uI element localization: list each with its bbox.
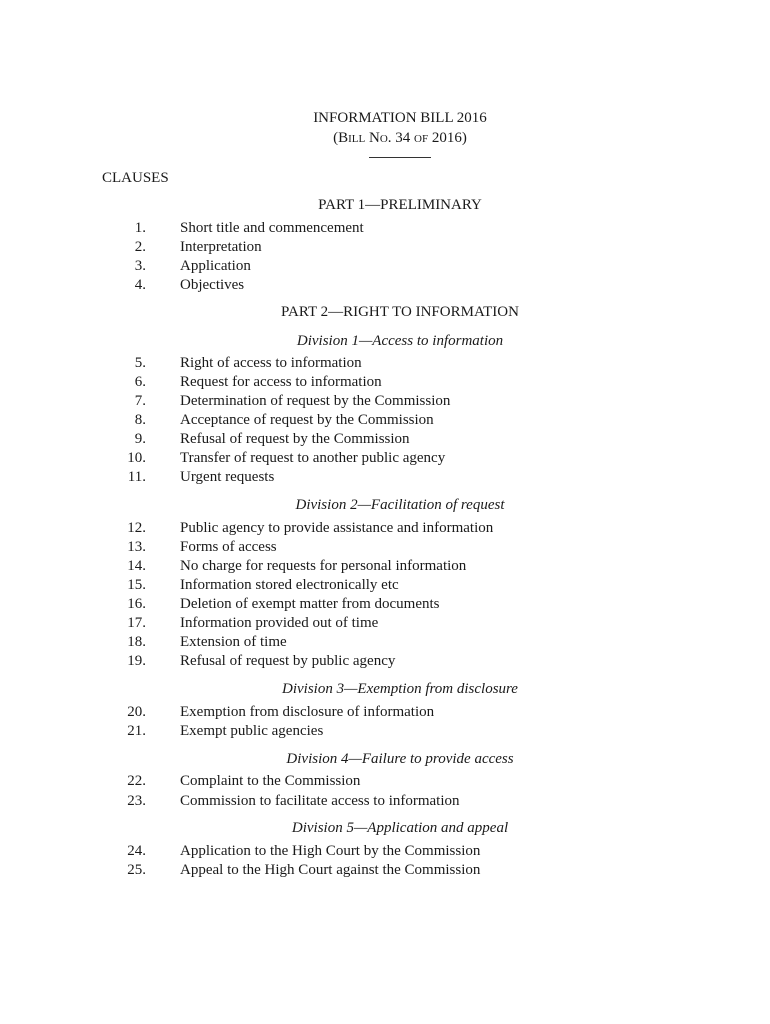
clause-number: 21. [127,723,146,739]
bill-number-label: Bill No. [338,130,392,146]
clause-number: 24. [127,843,146,859]
clause-title: Refusal of request by public agency [180,653,396,669]
division-5-heading: Division 5—Application and appeal [291,820,509,836]
part-1-heading: PART 1—PRELIMINARY [318,197,482,213]
clause-title: Forms of access [180,539,277,555]
clause-row [100,277,660,296]
clause-number: 18. [127,634,146,650]
clause-row [100,577,660,596]
clause-number: 14. [127,558,146,574]
clause-row [100,239,660,258]
clause-title: Transfer of request to another public agency [180,450,446,466]
clause-title: Short title and commencement [180,220,364,236]
clause-number: 5. [134,355,146,371]
clause-number: 8. [134,412,146,428]
part-2-heading: PART 2—RIGHT TO INFORMATION [281,304,519,320]
clause-number: 6. [134,374,146,390]
clause-number: 7. [134,393,146,409]
clause-number: 16. [127,596,146,612]
clause-row [100,793,660,812]
bill-title: INFORMATION BILL 2016 [313,110,487,126]
clause-number: 25. [127,862,146,878]
clause-row [100,431,660,450]
clause-title: Exempt public agencies [180,723,324,739]
clause-title: Information stored electronically etc [180,577,399,593]
clause-row [100,596,660,615]
clause-number: 3. [134,258,146,274]
bill-number [300,130,500,147]
clause-number: 10. [127,450,146,466]
clause-number: 17. [127,615,146,631]
clause-number: 20. [127,704,146,720]
clause-row [100,634,660,653]
title-divider [369,157,431,158]
clause-title: Extension of time [180,634,287,650]
clause-row [100,258,660,277]
clause-title: Refusal of request by the Commission [180,431,410,447]
clause-number: 12. [127,520,146,536]
clause-title: Commission to facilitate access to information [180,793,460,809]
clause-title: No charge for requests for personal information [180,558,467,574]
clause-title: Complaint to the Commission [180,773,361,789]
clause-row [100,393,660,412]
clause-row [100,773,660,792]
clause-number: 15. [127,577,146,593]
clause-title: Request for access to information [180,374,382,390]
clause-title: Right of access to information [180,355,362,371]
clause-title: Public agency to provide assistance and information [180,520,494,536]
division-4-heading: Division 4—Failure to provide access [286,751,514,767]
clause-title: Interpretation [180,239,262,255]
clause-number: 4. [134,277,146,293]
clause-number: 22. [127,773,146,789]
clause-row [100,862,660,881]
clause-title: Determination of request by the Commission [180,393,451,409]
clause-row [100,469,660,488]
clause-number: 23. [127,793,146,809]
division-1-heading: Division 1—Access to information [296,333,504,349]
clause-row [100,653,660,672]
clause-title: Information provided out of time [180,615,379,631]
clause-number: 13. [127,539,146,555]
clause-row [100,220,660,239]
clause-title: Acceptance of request by the Commission [180,412,434,428]
clause-number: 19. [127,653,146,669]
bill-number-of: of [414,130,429,146]
clause-row [100,539,660,558]
clause-title: Urgent requests [180,469,275,485]
clause-row [100,374,660,393]
clause-row [100,520,660,539]
clause-title: Deletion of exempt matter from documents [180,596,440,612]
bill-number-value: 34 [391,130,415,146]
clause-number: 11. [127,469,146,485]
clause-row [100,704,660,723]
clause-row [100,355,660,374]
division-3-heading: Division 3—Exemption from disclosure [282,681,518,697]
bill-number-open: ( [333,130,339,146]
clause-title: Exemption from disclosure of information [180,704,435,720]
clause-row [100,615,660,634]
clause-row [100,412,660,431]
clause-number: 1. [134,220,146,236]
clause-number: 9. [134,431,146,447]
clause-title: Application [180,258,251,274]
clause-row [100,843,660,862]
division-2-heading: Division 2—Facilitation of request [295,497,505,513]
clause-row [100,723,660,742]
clauses-label: CLAUSES [102,170,169,186]
clause-row [100,450,660,469]
bill-number-year: 2016) [428,130,467,146]
clause-row [100,558,660,577]
clause-number: 2. [134,239,146,255]
clause-title: Application to the High Court by the Commission [180,843,481,859]
clause-title: Appeal to the High Court against the Commission [180,862,481,878]
clause-title: Objectives [180,277,245,293]
